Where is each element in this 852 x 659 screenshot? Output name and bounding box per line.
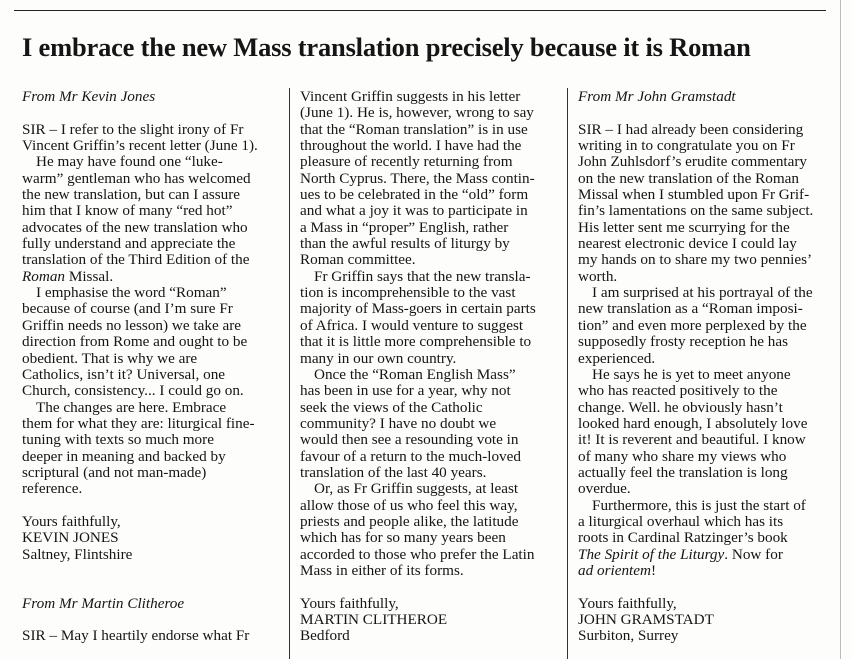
text-line: looked hard enough, I absolutely love [578, 414, 808, 432]
text-line: community? I have no doubt we [300, 414, 497, 432]
text-line: direction from Rome and ought to be [22, 333, 248, 351]
text-line: a liturgical overhaul which has its [578, 512, 784, 530]
text-line: seek the views of the Catholic [300, 398, 483, 416]
text-line: Vincent Griffin suggests in his letter [300, 88, 521, 105]
column-rule [567, 88, 568, 659]
text-line: Church, consistency... I could go on. [22, 382, 244, 400]
text-line: His letter sent me scurrying for the [578, 218, 790, 236]
text-line: which has for so many years been [300, 529, 506, 547]
spacer [300, 579, 552, 595]
text-line: Catholics, isn’t it? Universal, one [22, 365, 226, 383]
letter-column-3 [578, 89, 830, 645]
top-rule [14, 10, 826, 11]
text-line: John Zuhlsdorf’s erudite commentary [578, 153, 808, 171]
author-place: Saltney, Flintshire [22, 545, 133, 563]
text-line: translation of the Third Edition of the [22, 251, 250, 269]
text-line: majority of Mass-goers in certain parts [300, 300, 536, 318]
text-line: of many who share my views who [578, 447, 787, 465]
text-line: SIR – I had already been considering [578, 120, 804, 138]
text-line: my hands on to share my two pennies’ [578, 251, 813, 269]
text-fragment: ! [650, 561, 657, 579]
text-line: that it is little more comprehensible to [300, 333, 532, 351]
text-line: Mass in either of its forms. [300, 561, 464, 579]
author-place: Bedford [300, 627, 350, 645]
text-line: the new translation, but can I assure [22, 186, 241, 204]
text-line: I emphasise the word “Roman” [36, 284, 227, 302]
text-line: him that I know of many “red hot” [22, 202, 233, 220]
letter-column-1 [22, 89, 274, 645]
text-line: worth. [578, 267, 618, 285]
spacer [578, 579, 830, 595]
letter-body [300, 89, 552, 579]
text-line: change. Well. he obviously hasn’t [578, 398, 783, 416]
text-line: priests and people alike, the latitude [300, 512, 519, 530]
text-line: it! It is reverent and beautiful. I know [578, 431, 806, 449]
text-line: He may have found one “luke- [36, 153, 223, 171]
text-line: North Cyprus. There, the Mass contin- [300, 169, 535, 187]
text-line: Missal when I stumbled upon Fr Grif- [578, 186, 810, 204]
text-line: Once the “Roman English Mass” [314, 365, 516, 383]
text-line: tion is incomprehensible to the vast [300, 284, 516, 302]
author-name: JOHN GRAMSTADT [578, 611, 714, 628]
text-line: experienced. [578, 349, 656, 367]
text-line: roots in Cardinal Ratzinger’s book [578, 529, 788, 547]
text-line: who has reacted positively to the [578, 382, 778, 400]
text-line: Or, as Fr Griffin suggests, at least [314, 480, 519, 498]
text-line: allow those of us who feel this way, [300, 496, 518, 514]
text-line: deeper in meaning and backed by [22, 447, 226, 465]
text-fragment: Missal. [68, 267, 114, 285]
spacer [22, 563, 274, 579]
text-line: than the awful results of liturgy by [300, 235, 510, 253]
signoff: Yours faithfully, [22, 512, 121, 530]
text-line: tion” and even more perplexed by the [578, 316, 807, 334]
spacer [22, 498, 274, 514]
column-rule [289, 88, 290, 659]
letter-body [22, 122, 274, 498]
italic-roman: Roman [22, 267, 66, 285]
text-line: warm” gentleman who has welcomed [22, 169, 251, 187]
text-line: writing in to congratulate you on Fr [578, 137, 795, 155]
text-line: that the “Roman translation” is in use [300, 120, 528, 138]
italic-ad-orientem: ad orientem [578, 561, 651, 579]
author-place: Surbiton, Surrey [578, 627, 679, 645]
text-line: He says he is yet to meet anyone [592, 365, 791, 383]
page-edge-rule [840, 0, 841, 659]
text-line: supposedly frosty reception he has [578, 333, 789, 351]
headline: I embrace the new Mass translation precisely because it is Roman [22, 32, 751, 62]
text-line [578, 547, 830, 563]
signoff: Yours faithfully, [300, 594, 399, 612]
text-fragment: . Now for [724, 545, 783, 563]
text-line: Fr Griffin says that the new transla- [314, 267, 531, 285]
text-line: translation of the last 40 years. [300, 463, 487, 481]
text-line: reference. [22, 480, 83, 498]
text-line: fin’s lamentations on the same subject. [578, 202, 814, 220]
text-line: SIR – I refer to the slight irony of Fr [22, 120, 244, 138]
text-line: actually feel the translation is long [578, 463, 788, 481]
text-line: pleasure of recently returning from [300, 153, 513, 171]
text-line: Roman committee. [300, 251, 416, 269]
text-line: fully understand and appreciate the [22, 235, 236, 253]
author-name: MARTIN CLITHEROE [300, 611, 448, 628]
letter-column-2 [300, 89, 552, 645]
text-line [22, 269, 274, 285]
text-line: of Africa. I would venture to suggest [300, 316, 524, 334]
text-line: has been in use for a year, why not [300, 382, 511, 400]
text-line: accorded to those who prefer the Latin [300, 545, 535, 563]
text-line [578, 563, 830, 579]
text-line: new translation as a “Roman imposi- [578, 300, 803, 318]
letter-from: From Mr John Gramstadt [578, 88, 736, 105]
text-line: I am surprised at his portrayal of the [592, 284, 813, 302]
italic-book-title: The Spirit of the Liturgy [578, 545, 725, 563]
text-line: throughout the world. I have had the [300, 137, 522, 155]
letter-body [578, 122, 830, 580]
text-line: would then see a resounding vote in [300, 431, 519, 449]
text-line: nearest electronic device I could lay [578, 235, 797, 253]
text-line: tuning with texts so much more [22, 431, 214, 449]
text-line: because of course (and I’m sure Fr [22, 300, 233, 318]
text-line: The changes are here. Embrace [36, 398, 227, 416]
text-line: Furthermore, this is just the start of [592, 496, 806, 514]
text-line: favour of a return to the much-loved [300, 447, 521, 465]
text-line: (June 1). He is, however, wrong to say [300, 104, 534, 122]
text-line: overdue. [578, 480, 631, 498]
text-line: ues to be celebrated in the “old” form [300, 186, 529, 204]
author-name: KEVIN JONES [22, 529, 119, 547]
text-line: a Mass in “proper” English, rather [300, 218, 509, 236]
text-line: Griffin needs no lesson) we take are [22, 316, 242, 334]
letter-from: From Mr Martin Clitheroe [22, 594, 185, 612]
text-line: many in our own country. [300, 349, 457, 367]
text-line: them for what they are: liturgical fine- [22, 414, 255, 432]
text-line: SIR – May I heartily endorse what Fr [22, 627, 250, 645]
signoff: Yours faithfully, [578, 594, 677, 612]
text-line: advocates of the new translation who [22, 218, 248, 236]
text-line: and what a joy it was to participate in [300, 202, 528, 220]
text-line: scriptural (and not man-made) [22, 463, 207, 481]
text-line: on the new translation of the Roman [578, 169, 800, 187]
text-line: Vincent Griffin’s recent letter (June 1). [22, 137, 258, 155]
letter-from: From Mr Kevin Jones [22, 88, 156, 105]
text-line: obedient. That is why we are [22, 349, 198, 367]
